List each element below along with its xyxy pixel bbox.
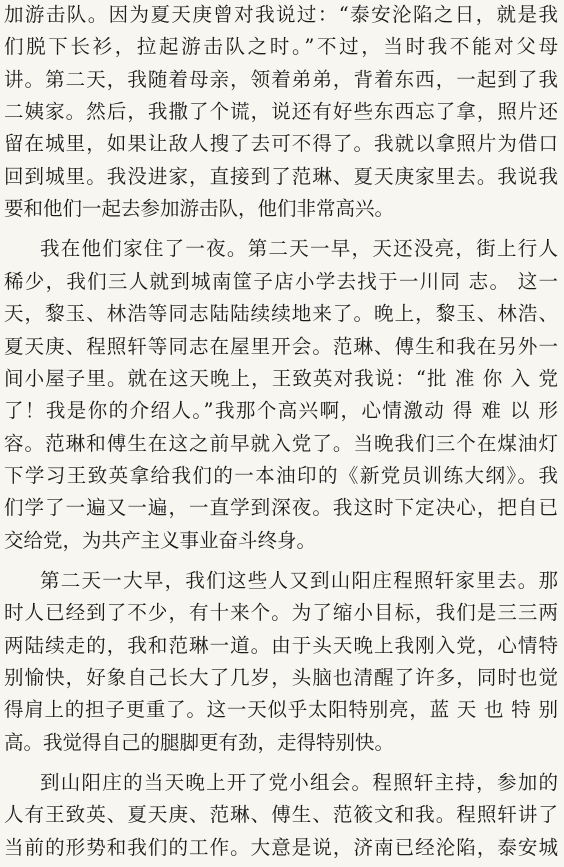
text-line: 了！我是你的介绍人。”我那个高兴啊，心情激动 得 难 以 形 — [4, 399, 558, 423]
text-line: 要和他们一起去参加游击队，他们非常高兴。 — [4, 197, 395, 221]
text-line: 二姨家。然后，我撒了个谎，说还有好些东西忘了拿，照片还 — [4, 100, 558, 123]
text-line: 留在城里，如果让敌人搜了去可不得了。我就以拿照片为借口 — [4, 132, 558, 156]
text-line: 交给党，为共产主义事业奋斗终身。 — [4, 528, 317, 552]
text-line: 我在他们家住了一夜。第二天一早，天还没亮，街上行人 — [40, 237, 558, 261]
text-line: 到山阳庄的当天晚上开了党小组会。程照轩主持，参加的 — [40, 771, 558, 794]
text-line: 时人已经到了不少，有十来个。为了缩小目标，我们是三三两 — [4, 601, 558, 625]
text-line: 讲。第二天，我随着母亲，领着弟弟，背着东西，一起到了我 — [4, 67, 558, 91]
text-line: 第二天一大早，我们这些人又到山阳庄程照轩家里去。那 — [40, 568, 558, 592]
text-line: 两陆续走的，我和范琳一道。由于头天晚上我刚入党，心情特 — [4, 633, 558, 657]
text-line: 别愉快，好象自己长大了几岁，头脑也清醒了许多，同时也觉 — [4, 665, 558, 689]
text-line: 间小屋子里。就在这天晚上，王致英对我说：“批 准 你 入 党 — [4, 366, 558, 390]
text-line: 人有王致英、夏天庚、范琳、傅生、范筱文和我。程照轩讲了 — [4, 803, 558, 827]
text-line: 下学习王致英拿给我们的一本油印的《新党员训练大纲》。我 — [4, 463, 558, 487]
text-line: 当前的形势和我们的工作。大意是说，济南已经沦陷，泰安城 — [4, 835, 558, 859]
text-line: 们学了一遍又一遍，一直学到深夜。我这时下定决心，把自已 — [4, 496, 558, 520]
text-line: 回到城里。我没进家，直接到了范琳、夏天庚家里去。我说我 — [4, 164, 558, 188]
text-line: 高。我觉得自己的腿脚更有劲，走得特别快。 — [4, 730, 395, 754]
text-line: 加游击队。因为夏天庚曾对我说过：“泰安沦陷之日，就是我 — [4, 3, 558, 26]
text-line: 们脱下长衫，拉起游击队之时。”不过，当时我不能对父母 — [4, 35, 558, 59]
text-line: 天，黎玉、林浩等同志陆陆续续地来了。晚上，黎玉、林浩、 — [4, 302, 558, 326]
text-line: 夏天庚、程照轩等同志在屋里开会。范琳、傅生和我在另外一 — [4, 334, 558, 358]
text-line: 稀少，我们三人就到城南筐子店小学去找于一川同 志。 这一 — [4, 269, 558, 293]
text-line: 得肩上的担子更重了。这一天似乎太阳特别亮，蓝 天 也 特 别 — [4, 698, 558, 722]
text-line: 容。范琳和傅生在这之前早就入党了。当晚我们三个在煤油灯 — [4, 431, 558, 455]
